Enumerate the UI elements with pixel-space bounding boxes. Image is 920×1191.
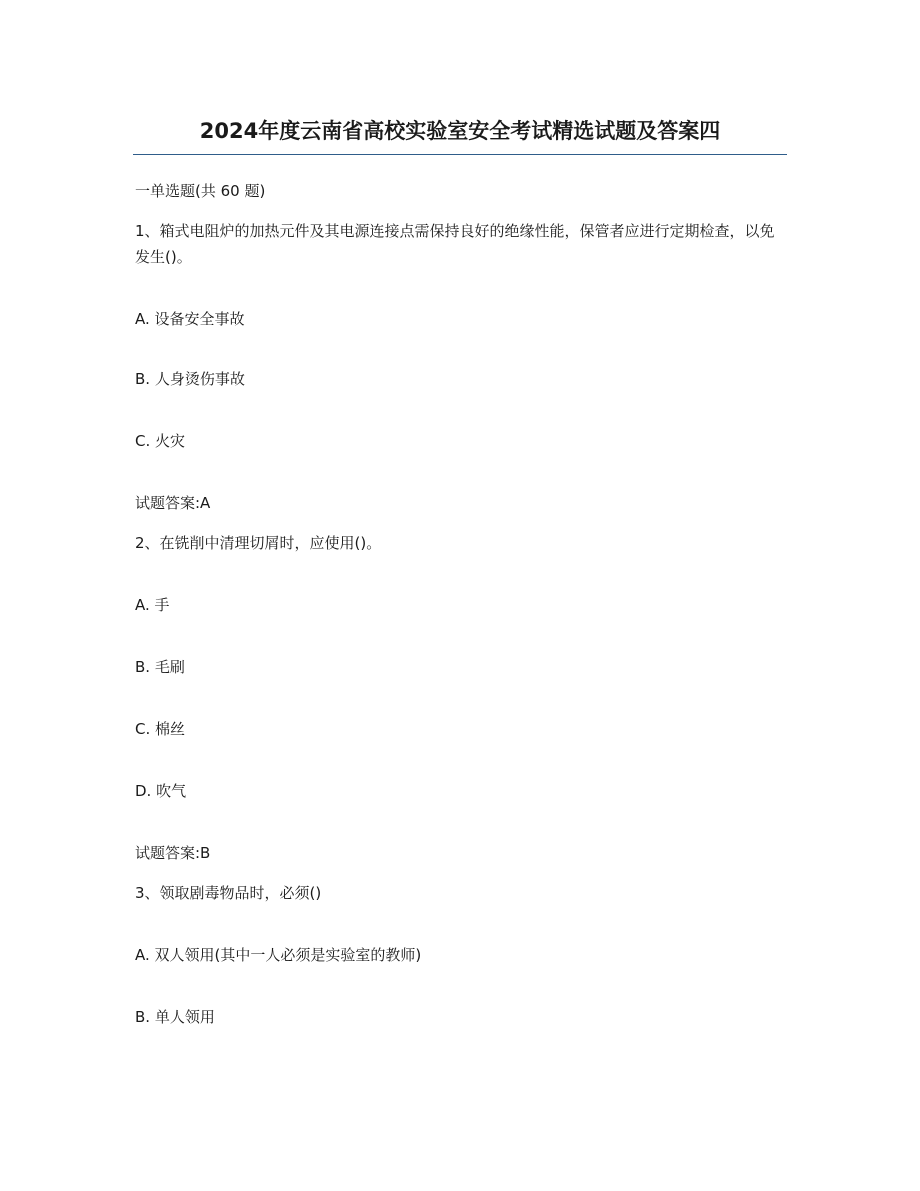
question-1-option-b: B. 人身烫伤事故 <box>135 370 245 388</box>
question-3-stem: 3、领取剧毒物品时，必须() <box>135 884 322 902</box>
question-2-option-b: B. 毛刷 <box>135 658 185 676</box>
document-title: 2024年度云南省高校实验室安全考试精选试题及答案四 <box>199 119 721 143</box>
question-2-stem: 2、在铣削中清理切屑时，应使用()。 <box>135 534 382 552</box>
question-2-option-d: D. 吹气 <box>135 782 187 800</box>
question-3-option-a: A. 双人领用(其中一人必须是实验室的教师) <box>135 946 422 964</box>
question-2-option-a: A. 手 <box>135 596 170 614</box>
question-1-answer: 试题答案:A <box>135 494 211 512</box>
question-2-option-c: C. 棉丝 <box>135 720 186 738</box>
section-heading: 一单选题(共 60 题) <box>135 182 266 200</box>
question-1-option-a: A. 设备安全事故 <box>135 310 245 328</box>
title-underline <box>133 154 787 155</box>
question-1-stem: 1、箱式电阻炉的加热元件及其电源连接点需保持良好的绝缘性能，保管者应进行定期检查，以免发生()。 <box>135 222 775 266</box>
question-2-answer: 试题答案:B <box>135 844 211 862</box>
question-3-option-b: B. 单人领用 <box>135 1008 215 1026</box>
question-1-option-c: C. 火灾 <box>135 432 186 450</box>
